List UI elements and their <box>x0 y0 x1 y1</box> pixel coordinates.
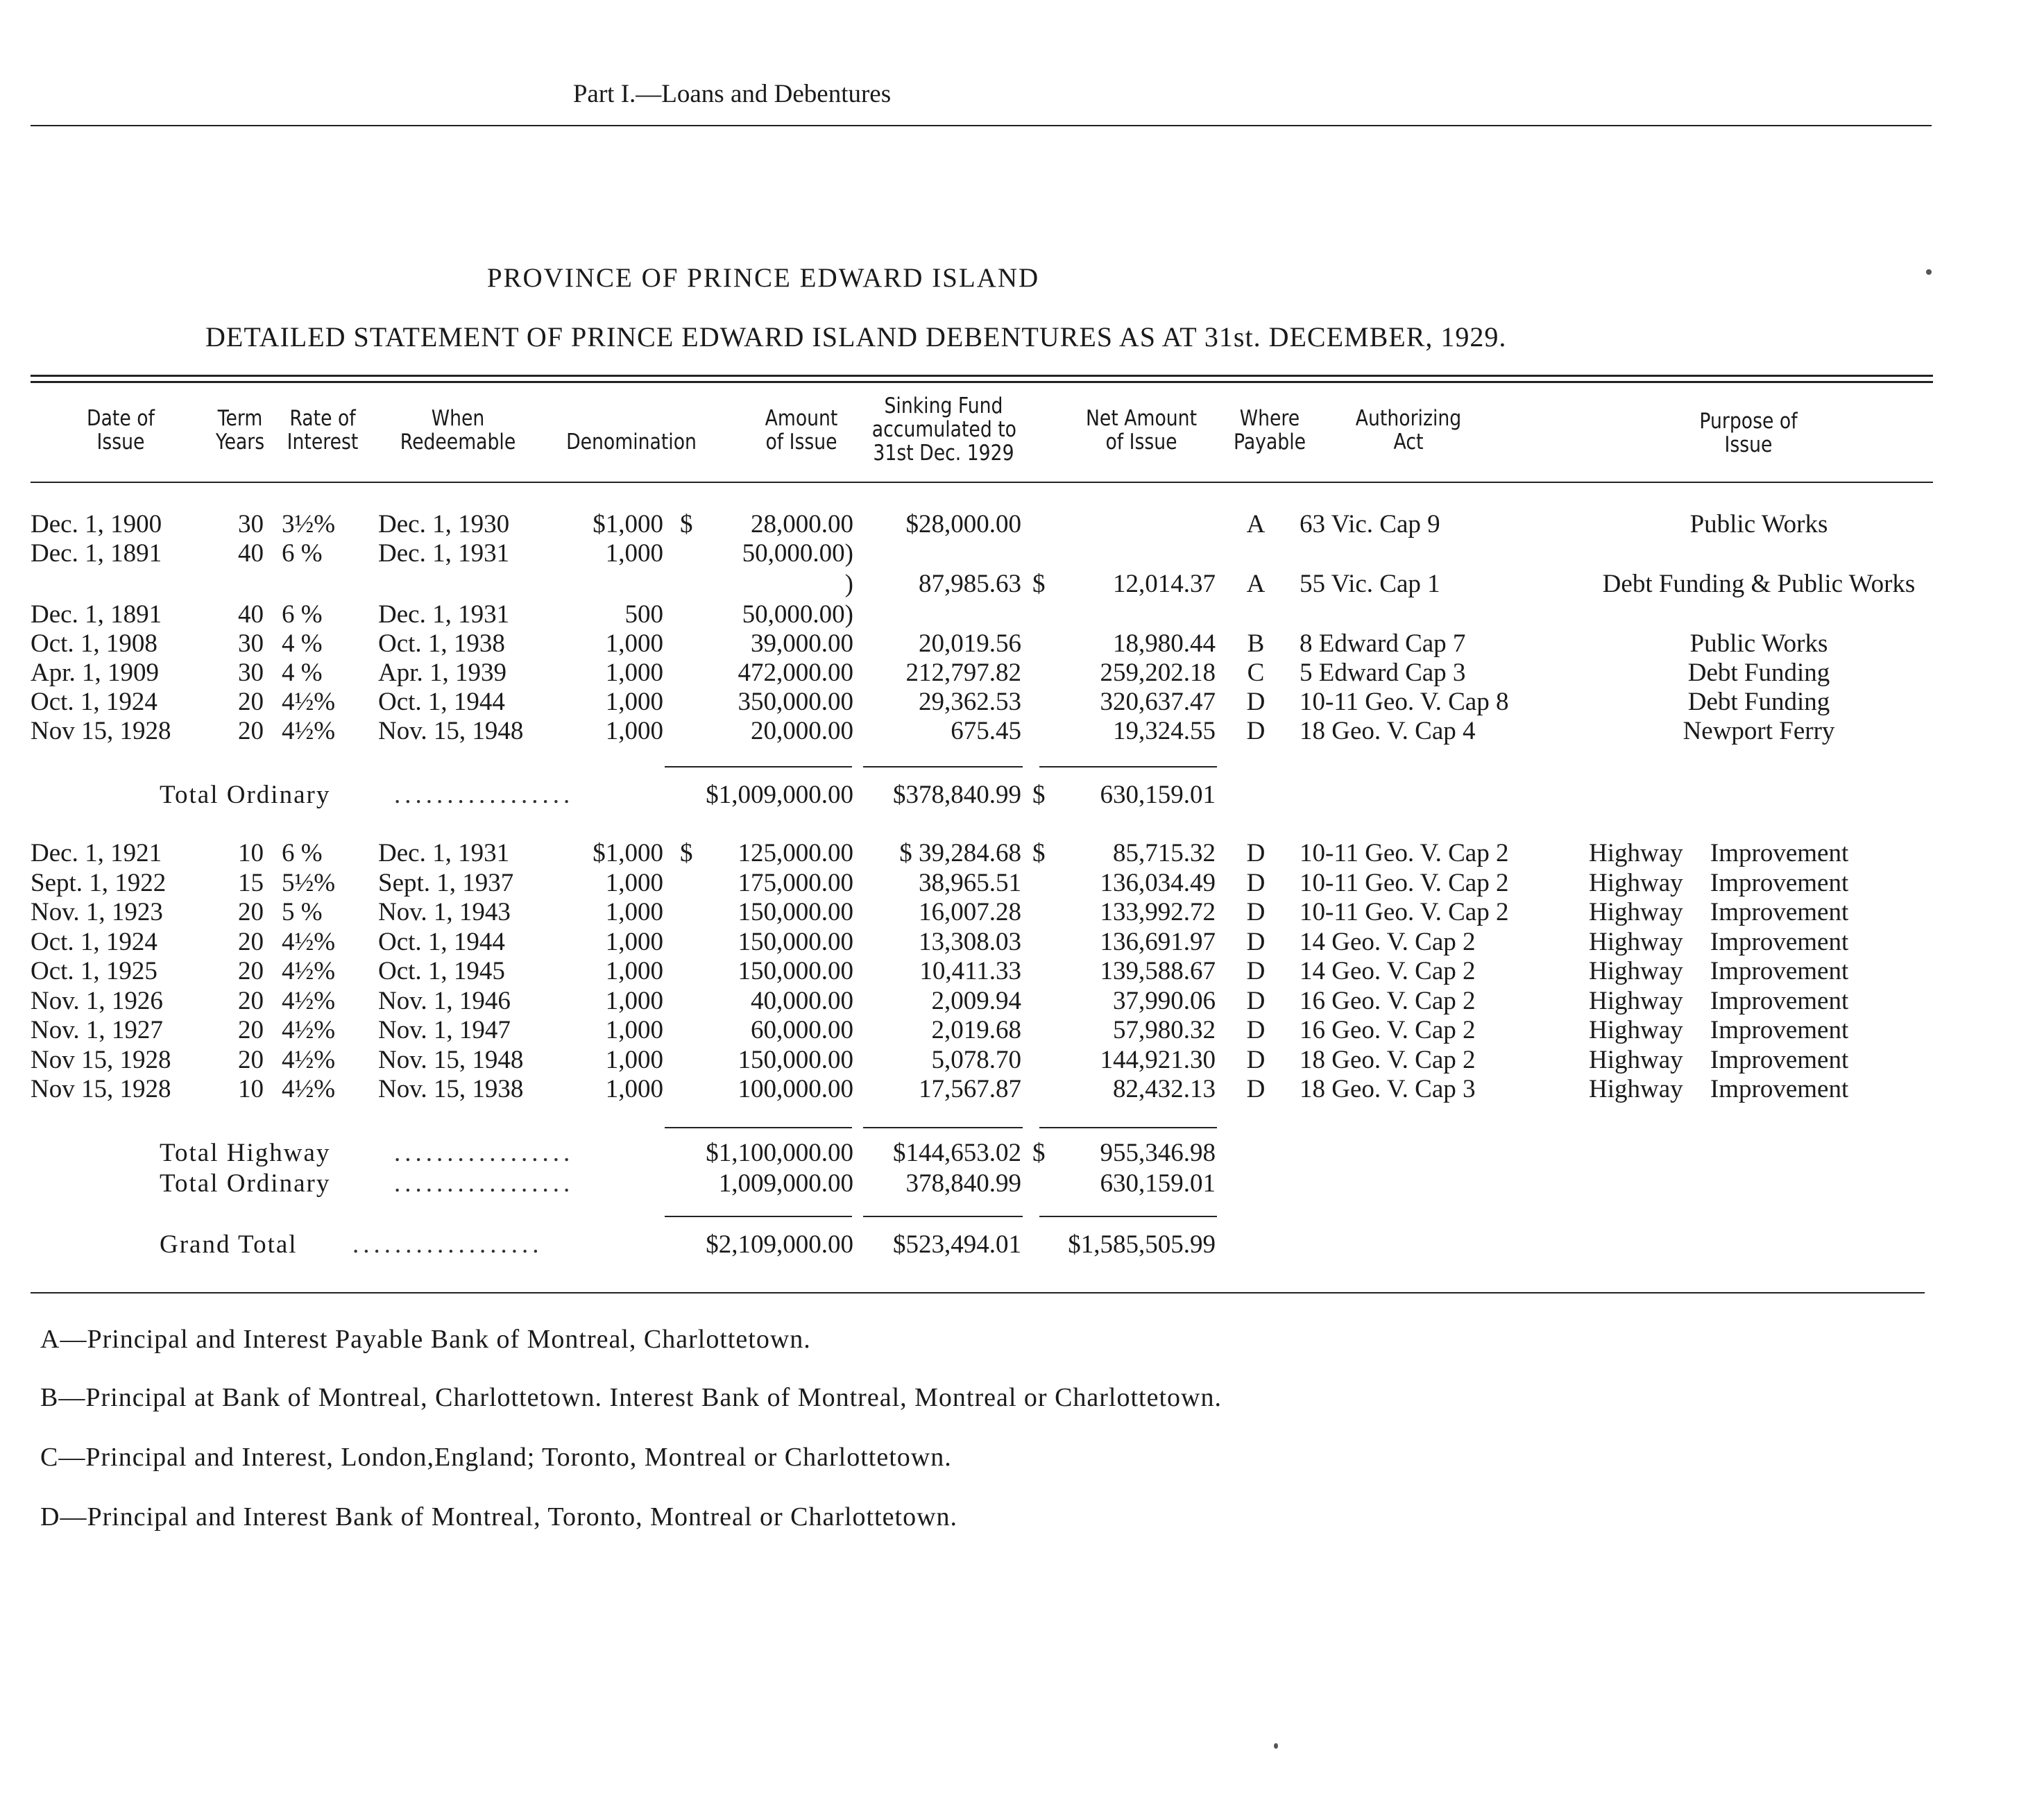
cell-term: 20 <box>238 898 264 926</box>
cell-where: D <box>1246 1045 1266 1074</box>
cell-net: 133,992.72 <box>1100 898 1216 926</box>
cell-dollar2: $ <box>1032 839 1046 867</box>
cell-term: 20 <box>238 688 264 716</box>
cell-when: Apr. 1, 1939 <box>378 659 506 687</box>
col-header-date: Date of Issue <box>87 406 155 455</box>
cell-denom: 1,000 <box>605 957 663 985</box>
cell-net: 82,432.13 <box>1113 1075 1216 1103</box>
cell-amount: 20,000.00 <box>751 717 853 745</box>
highway-subtotal-rule <box>665 1127 852 1128</box>
cell-date: Oct. 1, 1908 <box>31 629 157 658</box>
grand-total-rule-net <box>1039 1216 1217 1217</box>
cell-act: 63 Vic. Cap 9 <box>1300 510 1440 538</box>
cell-where: D <box>1246 1075 1266 1103</box>
total-amount: 1,009,000.00 <box>718 1169 853 1198</box>
cell-purpose: Highway Improvement <box>1589 1016 1849 1044</box>
cell-when: Sept. 1, 1937 <box>378 868 514 897</box>
total-dollar2: $ <box>1032 1139 1046 1167</box>
cell-date: Nov 15, 1928 <box>31 717 171 745</box>
ordinary-subtotal-rule-net <box>1039 766 1217 767</box>
total-sink: 378,840.99 <box>905 1169 1021 1198</box>
total-ordinary-net: 630,159.01 <box>1100 781 1216 809</box>
cell-net: 144,921.30 <box>1100 1045 1216 1074</box>
cell-when: Nov. 15, 1948 <box>378 717 524 745</box>
cell-where: B <box>1247 629 1265 658</box>
cell-net: 18,980.44 <box>1113 629 1216 658</box>
cell-act: 10-11 Geo. V. Cap 2 <box>1300 868 1509 897</box>
col-header-rate: Rate of Interest <box>287 406 359 455</box>
cell-act: 18 Geo. V. Cap 3 <box>1300 1075 1476 1103</box>
cell-where: D <box>1246 898 1266 926</box>
cell-amount: 50,000.00) <box>742 600 853 629</box>
cell-term: 10 <box>238 1075 264 1103</box>
document-title: PROVINCE OF PRINCE EDWARD ISLAND <box>486 263 1040 293</box>
cell-amount: 28,000.00 <box>751 510 853 538</box>
cell-dollar: $ <box>680 510 693 538</box>
total-ordinary-dollar: $ <box>1032 781 1046 809</box>
cell-term: 40 <box>238 600 264 629</box>
cell-rate: 6 % <box>282 600 323 629</box>
header-bottom-rule <box>31 482 1933 483</box>
cell-when: Oct. 1, 1944 <box>378 927 505 956</box>
cell-denom: 1,000 <box>605 898 663 926</box>
cell-when: Nov. 1, 1946 <box>378 986 511 1015</box>
note-b: B—Principal at Bank of Montreal, Charlottetown. Interest Bank of Montreal, Montreal or Charlottetown. <box>40 1383 1222 1412</box>
cell-act: 5 Edward Cap 3 <box>1300 659 1466 687</box>
cell-net: 259,202.18 <box>1100 659 1216 687</box>
cell-where: D <box>1246 688 1266 716</box>
cell-amount: 125,000.00 <box>738 839 853 867</box>
cell-sink: 20,019.56 <box>919 629 1021 658</box>
cell-act: 8 Edward Cap 7 <box>1300 629 1466 658</box>
cell-denom: 1,000 <box>605 1075 663 1103</box>
cell-term: 20 <box>238 986 264 1015</box>
cell-when: Dec. 1, 1931 <box>378 839 510 867</box>
cell-dollar: $ <box>680 839 693 867</box>
cell-date: Oct. 1, 1924 <box>31 927 157 956</box>
highway-subtotal-rule-net <box>1039 1127 1217 1128</box>
cell-when: Dec. 1, 1930 <box>378 510 510 538</box>
cell-purpose: Public Works <box>1689 629 1828 658</box>
cell-date: Nov. 1, 1923 <box>31 898 163 926</box>
ordinary-subtotal-rule <box>665 766 852 767</box>
cell-purpose: Highway Improvement <box>1589 957 1849 985</box>
grand-total-amount: $2,109,000.00 <box>706 1230 853 1259</box>
cell-purpose: Debt Funding & Public Works <box>1602 570 1916 598</box>
cell-denom: 1,000 <box>605 717 663 745</box>
cell-where: D <box>1246 927 1266 956</box>
cell-net: 136,691.97 <box>1100 927 1216 956</box>
cell-sink: 16,007.28 <box>919 898 1021 926</box>
table-top-rule <box>31 375 1933 383</box>
cell-net: 320,637.47 <box>1100 688 1216 716</box>
cell-act: 10-11 Geo. V. Cap 2 <box>1300 898 1509 926</box>
col-header-term: Term Years <box>215 406 265 455</box>
cell-denom: 1,000 <box>605 659 663 687</box>
cell-purpose: Debt Funding <box>1687 688 1830 716</box>
cell-net: 85,715.32 <box>1113 839 1216 867</box>
cell-sink: 675.45 <box>951 717 1021 745</box>
cell-rate: 5½% <box>282 868 336 897</box>
total-ordinary-label: Total Ordinary <box>160 781 331 809</box>
cell-sink: 29,362.53 <box>919 688 1021 716</box>
grand-total-sink: $523,494.01 <box>893 1230 1021 1259</box>
cell-rate: 4½% <box>282 957 336 985</box>
cell-act: 18 Geo. V. Cap 4 <box>1300 717 1476 745</box>
cell-purpose: Public Works <box>1689 510 1828 538</box>
cell-rate: 6 % <box>282 839 323 867</box>
cell-where: D <box>1246 717 1266 745</box>
ordinary-subtotal-rule-sink <box>863 766 1023 767</box>
grand-total-rule-sink <box>863 1216 1023 1217</box>
cell-purpose: Highway Improvement <box>1589 1075 1849 1103</box>
cell-term: 15 <box>238 868 264 897</box>
cell-when: Nov. 15, 1948 <box>378 1045 524 1074</box>
cell-term: 30 <box>238 510 264 538</box>
cell-purpose: Highway Improvement <box>1589 868 1849 897</box>
cell-when: Oct. 1, 1944 <box>378 688 505 716</box>
cell-where: D <box>1246 839 1266 867</box>
cell-net: 19,324.55 <box>1113 717 1216 745</box>
cell-amount: 60,000.00 <box>751 1016 853 1044</box>
cell-amount: 350,000.00 <box>738 688 853 716</box>
cell-date: Apr. 1, 1909 <box>31 659 159 687</box>
cell-amount: 100,000.00 <box>738 1075 853 1103</box>
cell-act: 16 Geo. V. Cap 2 <box>1300 1016 1476 1044</box>
cell-when: Nov. 15, 1938 <box>378 1075 524 1103</box>
note-a: A—Principal and Interest Payable Bank of Montreal, Charlottetown. <box>40 1325 811 1354</box>
cell-sink: 212,797.82 <box>905 659 1021 687</box>
cell-sink: 13,308.03 <box>919 927 1021 956</box>
cell-when: Nov. 1, 1947 <box>378 1016 511 1044</box>
cell-date: Nov. 1, 1927 <box>31 1016 163 1044</box>
total-amount: $1,100,000.00 <box>706 1139 853 1167</box>
cell-term: 20 <box>238 1016 264 1044</box>
cell-rate: 4½% <box>282 1016 336 1044</box>
cell-amount: 50,000.00) <box>742 539 853 568</box>
cell-when: Nov. 1, 1943 <box>378 898 511 926</box>
cell-sink: 38,965.51 <box>919 868 1021 897</box>
col-header-amount: Amount of Issue <box>765 406 838 455</box>
cell-date: Nov 15, 1928 <box>31 1075 171 1103</box>
grand-total-rule <box>665 1216 852 1217</box>
cell-when: Dec. 1, 1931 <box>378 600 510 629</box>
total-ordinary-sink: $378,840.99 <box>893 781 1021 809</box>
cell-denom: $1,000 <box>593 839 663 867</box>
cell-date: Oct. 1, 1924 <box>31 688 157 716</box>
cell-where: D <box>1246 957 1266 985</box>
cell-act: 55 Vic. Cap 1 <box>1300 570 1440 598</box>
col-header-purpose: Purpose of Issue <box>1699 409 1798 457</box>
cell-purpose: Highway Improvement <box>1589 986 1849 1015</box>
col-header-act: Authorizing Act <box>1355 406 1462 455</box>
cell-net: 12,014.37 <box>1113 570 1216 598</box>
leader-dots: .................. <box>352 1230 543 1259</box>
total-label: Total Highway <box>160 1139 331 1167</box>
cell-date: Dec. 1, 1891 <box>31 539 162 568</box>
col-header-denomination: Denomination <box>566 430 697 455</box>
total-label: Total Ordinary <box>160 1169 331 1198</box>
cell-denom: 1,000 <box>605 629 663 658</box>
cell-amount: 175,000.00 <box>738 868 853 897</box>
cell-when: Oct. 1, 1945 <box>378 957 505 985</box>
highway-subtotal-rule-sink <box>863 1127 1023 1128</box>
col-header-where: Where Payable <box>1233 406 1306 455</box>
cell-rate: 4½% <box>282 927 336 956</box>
total-net: 955,346.98 <box>1100 1139 1216 1167</box>
cell-denom: 1,000 <box>605 927 663 956</box>
cell-where: A <box>1246 570 1266 598</box>
cell-rate: 4½% <box>282 986 336 1015</box>
document-subtitle: DETAILED STATEMENT OF PRINCE EDWARD ISLAND DEBENTURES AS AT 31st. DECEMBER, 1929. <box>205 321 1507 353</box>
cell-act: 16 Geo. V. Cap 2 <box>1300 986 1476 1015</box>
cell-amount: 472,000.00 <box>738 659 853 687</box>
cell-denom: 1,000 <box>605 868 663 897</box>
cell-act: 10-11 Geo. V. Cap 8 <box>1300 688 1509 716</box>
cell-amount: 150,000.00 <box>738 898 853 926</box>
cell-amount: 150,000.00 <box>738 927 853 956</box>
total-leader: ................. <box>394 1139 574 1167</box>
cell-term: 40 <box>238 539 264 568</box>
cell-date: Oct. 1, 1925 <box>31 957 157 985</box>
cell-act: 14 Geo. V. Cap 2 <box>1300 927 1476 956</box>
leader-dots: ................. <box>394 781 574 809</box>
cell-amount: 39,000.00 <box>751 629 853 658</box>
cell-where: D <box>1246 868 1266 897</box>
cell-date: Dec. 1, 1900 <box>31 510 162 538</box>
cell-net: 136,034.49 <box>1100 868 1216 897</box>
part-title: Part I.—Loans and Debentures <box>572 80 892 108</box>
cell-sink: 17,567.87 <box>919 1075 1021 1103</box>
cell-act: 10-11 Geo. V. Cap 2 <box>1300 839 1509 867</box>
cell-sink: $28,000.00 <box>905 510 1021 538</box>
scan-speck <box>1926 269 1932 275</box>
cell-where: C <box>1247 659 1265 687</box>
cell-where: D <box>1246 986 1266 1015</box>
cell-net: 57,980.32 <box>1113 1016 1216 1044</box>
total-ordinary-amount: $1,009,000.00 <box>706 781 853 809</box>
cell-term: 20 <box>238 957 264 985</box>
cell-term: 30 <box>238 659 264 687</box>
total-sink: $144,653.02 <box>893 1139 1021 1167</box>
cell-rate: 3½% <box>282 510 336 538</box>
cell-rate: 4 % <box>282 629 323 658</box>
cell-date: Dec. 1, 1891 <box>31 600 162 629</box>
cell-act: 18 Geo. V. Cap 2 <box>1300 1045 1476 1074</box>
cell-amount: 150,000.00 <box>738 957 853 985</box>
cell-purpose: Debt Funding <box>1687 659 1830 687</box>
cell-when: Oct. 1, 1938 <box>378 629 505 658</box>
cell-date: Nov. 1, 1926 <box>31 986 163 1015</box>
grand-total-label: Grand Total <box>160 1230 298 1259</box>
cell-denom: 1,000 <box>605 1016 663 1044</box>
note-d: D—Principal and Interest Bank of Montreal, Toronto, Montreal or Charlottetown. <box>40 1502 958 1532</box>
cell-purpose: Highway Improvement <box>1589 839 1849 867</box>
cell-date: Dec. 1, 1921 <box>31 839 162 867</box>
cell-term: 20 <box>238 717 264 745</box>
cell-net: 139,588.67 <box>1100 957 1216 985</box>
cell-sink: 87,985.63 <box>919 570 1021 598</box>
cell-denom: 1,000 <box>605 1045 663 1074</box>
cell-rate: 6 % <box>282 539 323 568</box>
cell-rate: 4½% <box>282 717 336 745</box>
cell-term: 30 <box>238 629 264 658</box>
cell-where: D <box>1246 1016 1266 1044</box>
cell-dollar2: $ <box>1032 570 1046 598</box>
cell-net: 37,990.06 <box>1113 986 1216 1015</box>
cell-rate: 5 % <box>282 898 323 926</box>
cell-sink: 2,019.68 <box>931 1016 1021 1044</box>
cell-sink: $ 39,284.68 <box>899 839 1021 867</box>
grand-total-net: $1,585,505.99 <box>1068 1230 1216 1259</box>
cell-amount: 40,000.00 <box>751 986 853 1015</box>
col-header-net-amount: Net Amount of Issue <box>1085 406 1198 455</box>
cell-sink: 10,411.33 <box>919 957 1021 985</box>
cell-rate: 4½% <box>282 1075 336 1103</box>
cell-sink: 5,078.70 <box>931 1045 1021 1074</box>
cell-amount: ) <box>844 570 853 598</box>
note-c: C—Principal and Interest, London,England; Toronto, Montreal or Charlottetown. <box>40 1443 952 1472</box>
cell-rate: 4½% <box>282 688 336 716</box>
cell-denom: 1,000 <box>605 539 663 568</box>
cell-denom: $1,000 <box>593 510 663 538</box>
cell-when: Dec. 1, 1931 <box>378 539 510 568</box>
col-header-when: When Redeemable <box>400 406 516 455</box>
cell-where: A <box>1246 510 1266 538</box>
header-rule <box>31 125 1932 126</box>
cell-rate: 4½% <box>282 1045 336 1074</box>
cell-date: Nov 15, 1928 <box>31 1045 171 1074</box>
cell-denom: 1,000 <box>605 986 663 1015</box>
cell-purpose: Newport Ferry <box>1683 717 1835 745</box>
cell-sink: 2,009.94 <box>931 986 1021 1015</box>
cell-amount: 150,000.00 <box>738 1045 853 1074</box>
cell-date: Sept. 1, 1922 <box>31 868 167 897</box>
cell-purpose: Highway Improvement <box>1589 898 1849 926</box>
cell-denom: 1,000 <box>605 688 663 716</box>
col-header-sinking-fund: Sinking Fund accumulated to 31st Dec. 1929 <box>871 393 1016 466</box>
cell-denom: 500 <box>624 600 663 629</box>
cell-rate: 4 % <box>282 659 323 687</box>
table-bottom-rule <box>31 1292 1925 1293</box>
scan-speck <box>1274 1743 1278 1749</box>
cell-purpose: Highway Improvement <box>1589 1045 1849 1074</box>
cell-purpose: Highway Improvement <box>1589 927 1849 956</box>
cell-term: 10 <box>238 839 264 867</box>
cell-term: 20 <box>238 927 264 956</box>
total-leader: ................. <box>394 1169 574 1198</box>
cell-term: 20 <box>238 1045 264 1074</box>
cell-act: 14 Geo. V. Cap 2 <box>1300 957 1476 985</box>
total-net: 630,159.01 <box>1100 1169 1216 1198</box>
